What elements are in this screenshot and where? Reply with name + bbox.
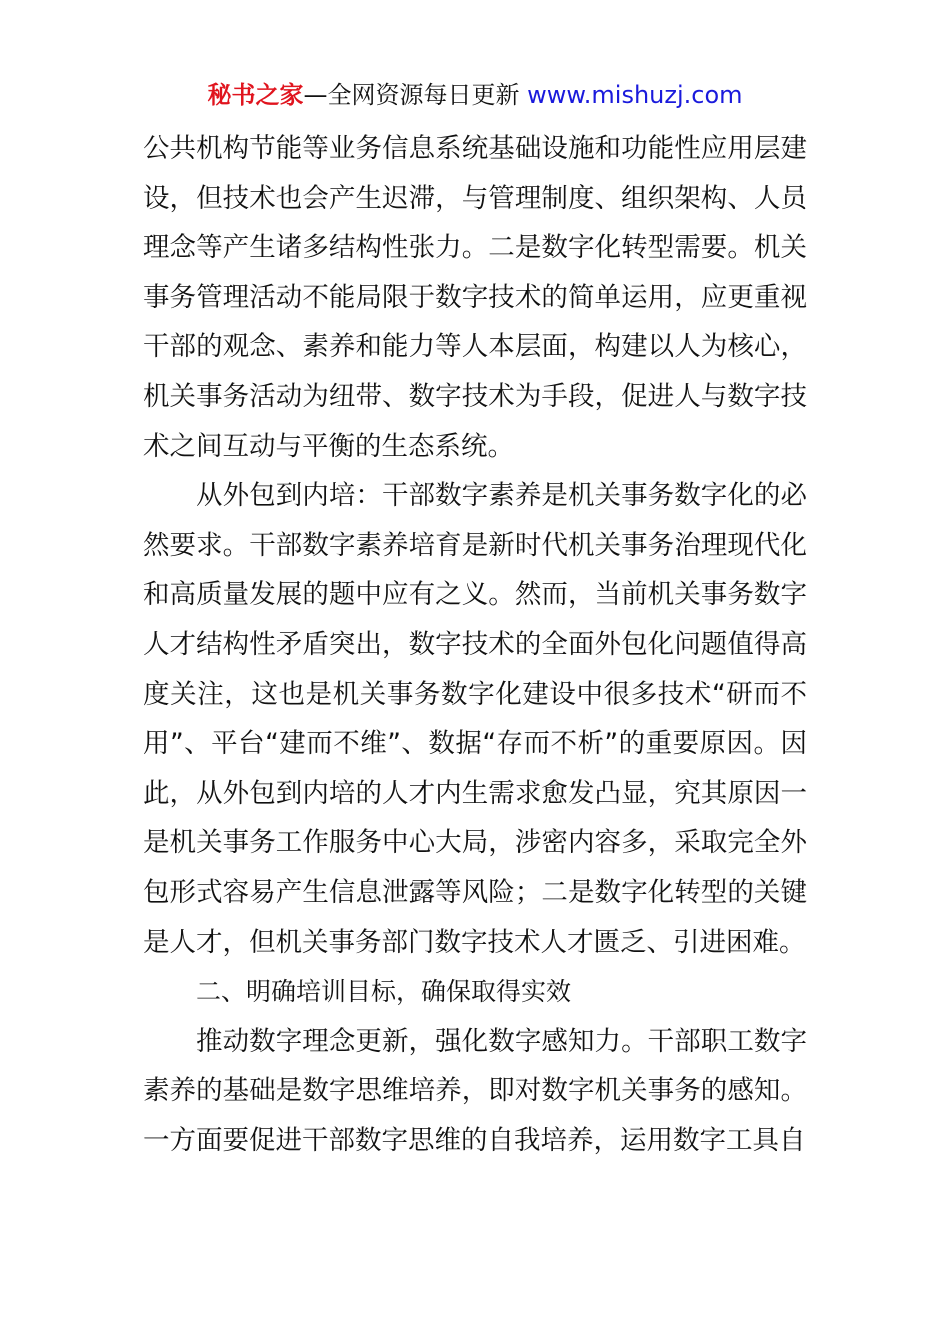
site-brand: 秘书之家 — [207, 81, 304, 109]
paragraph: 从外包到内培：干部数字素养是机关事务数字化的必然要求。干部数字素养培育是新时代机关事务治理现代化和高质量发展的题中应有之义。然而，当前机关事务数字人才结构性矛盾突出，数字技术的全面外包化问题值得高度关注，这也是机关事务数字化建设中很多技术“研而不用”、平台“建而不维”、数据“存而不析”的重要原因。因此，从外包到内培的人才内生需求愈发凸显，究其原因一是机关事务工作服务中心大局，涉密内容多，采取完全外包形式容易产生信息泄露等风险；二是数字化转型的关键是人才，但机关事务部门数字技术人才匮乏、引进困难。 — [143, 480, 807, 958]
section-heading: 二、明确培训目标，确保取得实效 — [196, 977, 572, 1007]
site-url[interactable]: www.mishuzj.com — [527, 81, 743, 109]
site-header — [0, 78, 950, 112]
paragraph-continuation: 公共机构节能等业务信息系统基础设施和功能性应用层建设，但技术也会产生迟滞，与管理制度、组织架构、人员理念等产生诸多结构性张力。二是数字化转型需要。机关事务管理活动不能局限于数字技术的简单运用，应更重视干部的观念、素养和能力等人本层面，构建以人为核心，机关事务活动为纽带、数字技术为手段，促进人与数字技术之间互动与平衡的生态系统。 — [143, 133, 807, 462]
document-body — [143, 124, 807, 1165]
site-tagline: —全网资源每日更新 — [303, 81, 520, 109]
paragraph: 推动数字理念更新，强化数字感知力。干部职工数字素养的基础是数字思维培养，即对数字机关事务的感知。一方面要促进干部数字思维的自我培养，运用数字工具自 — [143, 1025, 807, 1156]
